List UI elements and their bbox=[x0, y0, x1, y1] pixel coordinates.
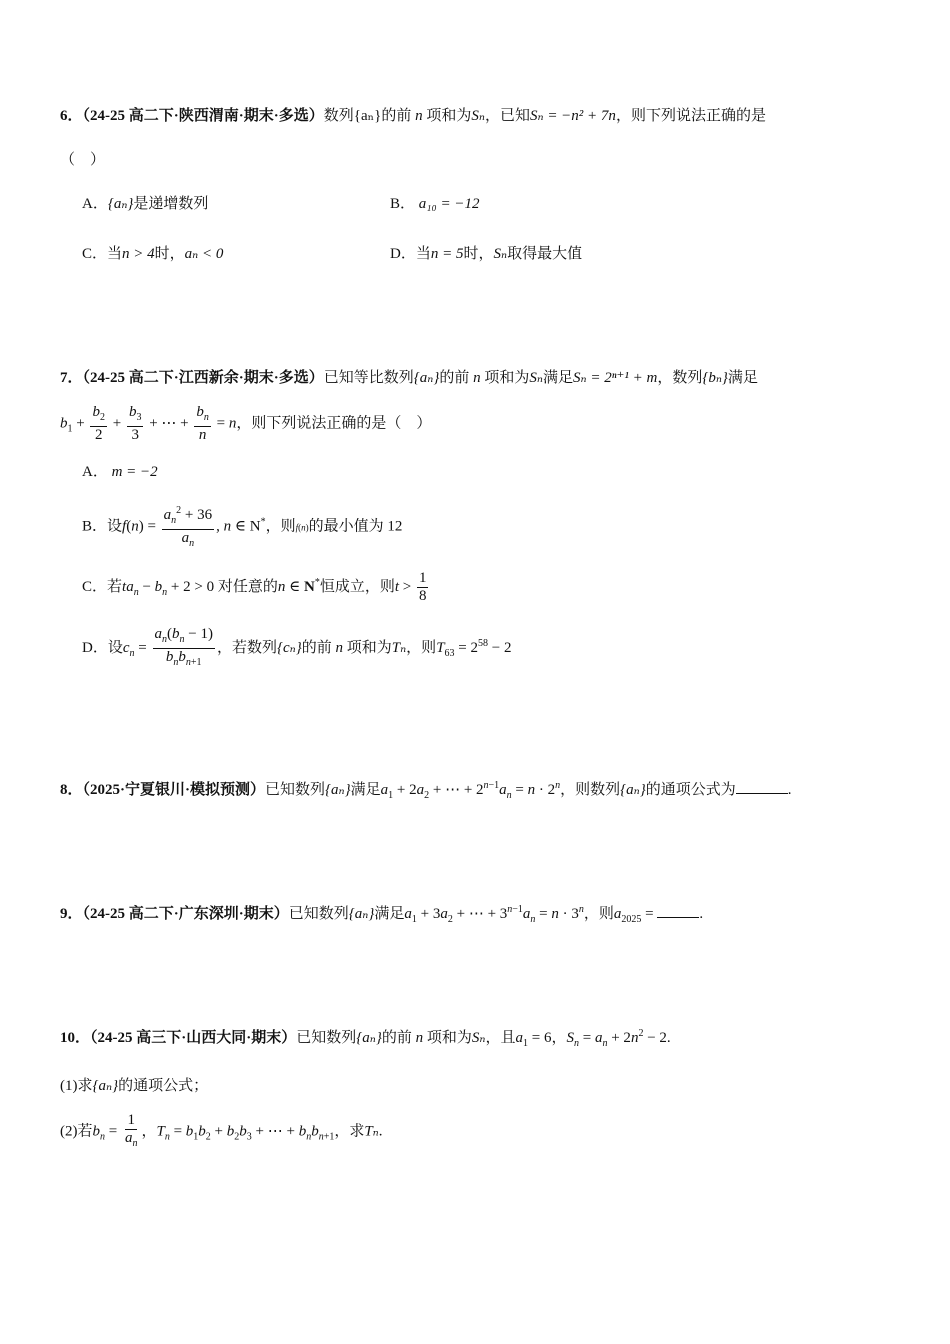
q7-number: 7． bbox=[60, 370, 83, 386]
q6-stem: 6．（24-25 高二下·陕西渭南·期末·多选）数列{aₙ}的前 n 项和为Sₙ，已知Sₙ = −n² + 7n，则下列说法正确的是 bbox=[60, 108, 766, 124]
q7-formula: Sₙ = 2ⁿ⁺¹ + m bbox=[573, 370, 658, 386]
q6-option-d: D．当n = 5时，Sₙ取得最大值 bbox=[390, 246, 583, 262]
q10-part-2: (2)若$b_n$ = $\frac{1}{a_n}$ ，$T_n = b_1b_2 + b_2b_3$ + ⋯ + $b_nb_{n+1}$，求Tₙ. bbox=[60, 1112, 383, 1149]
q7-option-c: C．若$ta_n - b_n + 2 > 0$ 对任意的n ∈ N*恒成立，则t > $\frac{1}{8}$ bbox=[82, 570, 427, 604]
q8-number: 8． bbox=[60, 782, 83, 798]
q8-stem: 8．（2025·宁夏银川·模拟预测）已知数列{aₙ}满足$a_1 + 2a_2$ + ⋯ + $2^{n-1}a_n = n \cdot 2^n$，则数列{aₙ}的通项公式为 . bbox=[60, 780, 792, 801]
q9-stem: 9．（24-25 高二下·广东深圳·期末）已知数列{aₙ}满足$a_1 + 3a_2$ + ⋯ + $3^{n-1}a_n = n \cdot 3^n$，则$a_{2025}$ = . bbox=[60, 904, 704, 925]
q8-source-tag: （2025·宁夏银川·模拟预测） bbox=[82, 782, 266, 798]
q6-option-c: C．当n > 4时，aₙ < 0 bbox=[82, 246, 224, 262]
q6-number: 6． bbox=[60, 108, 83, 124]
q6-option-b: B． a₁₀ = −12 bbox=[390, 196, 480, 212]
q7-option-b: B．设f(n) = $\frac{a_n^2 + 36}{a_n}$ , n ∈ N*，则f(n)的最小值为 12 bbox=[82, 502, 402, 552]
q9-source-tag: （24-25 高二下·广东深圳·期末） bbox=[82, 906, 289, 922]
q8-answer-blank[interactable] bbox=[736, 779, 788, 794]
q10-stem: 10．（24-25 高三下·山西大同·期末）已知数列{aₙ}的前 n 项和为Sₙ，且$a_1 = 6$，$S_n = a_n + 2n^2 - 2$. bbox=[60, 1028, 671, 1049]
q7-stem: 7．（24-25 高二下·江西新余·期末·多选）已知等比数列{aₙ}的前 n 项和为Sₙ满足Sₙ = 2ⁿ⁺¹ + m，数列{bₙ}满足 bbox=[60, 370, 758, 386]
q7-option-a: A． m = −2 bbox=[82, 464, 158, 480]
q6-source-tag: （24-25 高二下·陕西渭南·期末·多选） bbox=[82, 108, 324, 124]
q9-number: 9． bbox=[60, 906, 83, 922]
q6-formula: Sₙ = −n² + 7n bbox=[529, 108, 616, 124]
q7-option-d: D．设$c_n$ = $\frac{a_n(b_n - 1)}{b_nb_{n+1}}$ ，若数列{cₙ}的前 n 项和为Tₙ，则$T_{63} = 2^{58} - 2$ bbox=[82, 626, 512, 668]
q6-option-a: A．{aₙ}是递增数列 bbox=[82, 196, 209, 212]
q10-number: 10． bbox=[60, 1030, 91, 1046]
q10-source-tag: （24-25 高三下·山西大同·期末） bbox=[90, 1030, 297, 1046]
q9-answer-blank[interactable] bbox=[657, 903, 699, 918]
q7-condition: $b_1$ + $\frac{b_2}{2}$ + $\frac{b_3}{3}$ + ⋯ + $\frac{b_n}{n}$ = n，则下列说法正确的是（ ） bbox=[60, 404, 432, 443]
q7-source-tag: （24-25 高二下·江西新余·期末·多选） bbox=[82, 370, 324, 386]
q6-paren: （ ） bbox=[60, 152, 106, 168]
q10-part-1: (1)求{aₙ}的通项公式； bbox=[60, 1078, 209, 1094]
